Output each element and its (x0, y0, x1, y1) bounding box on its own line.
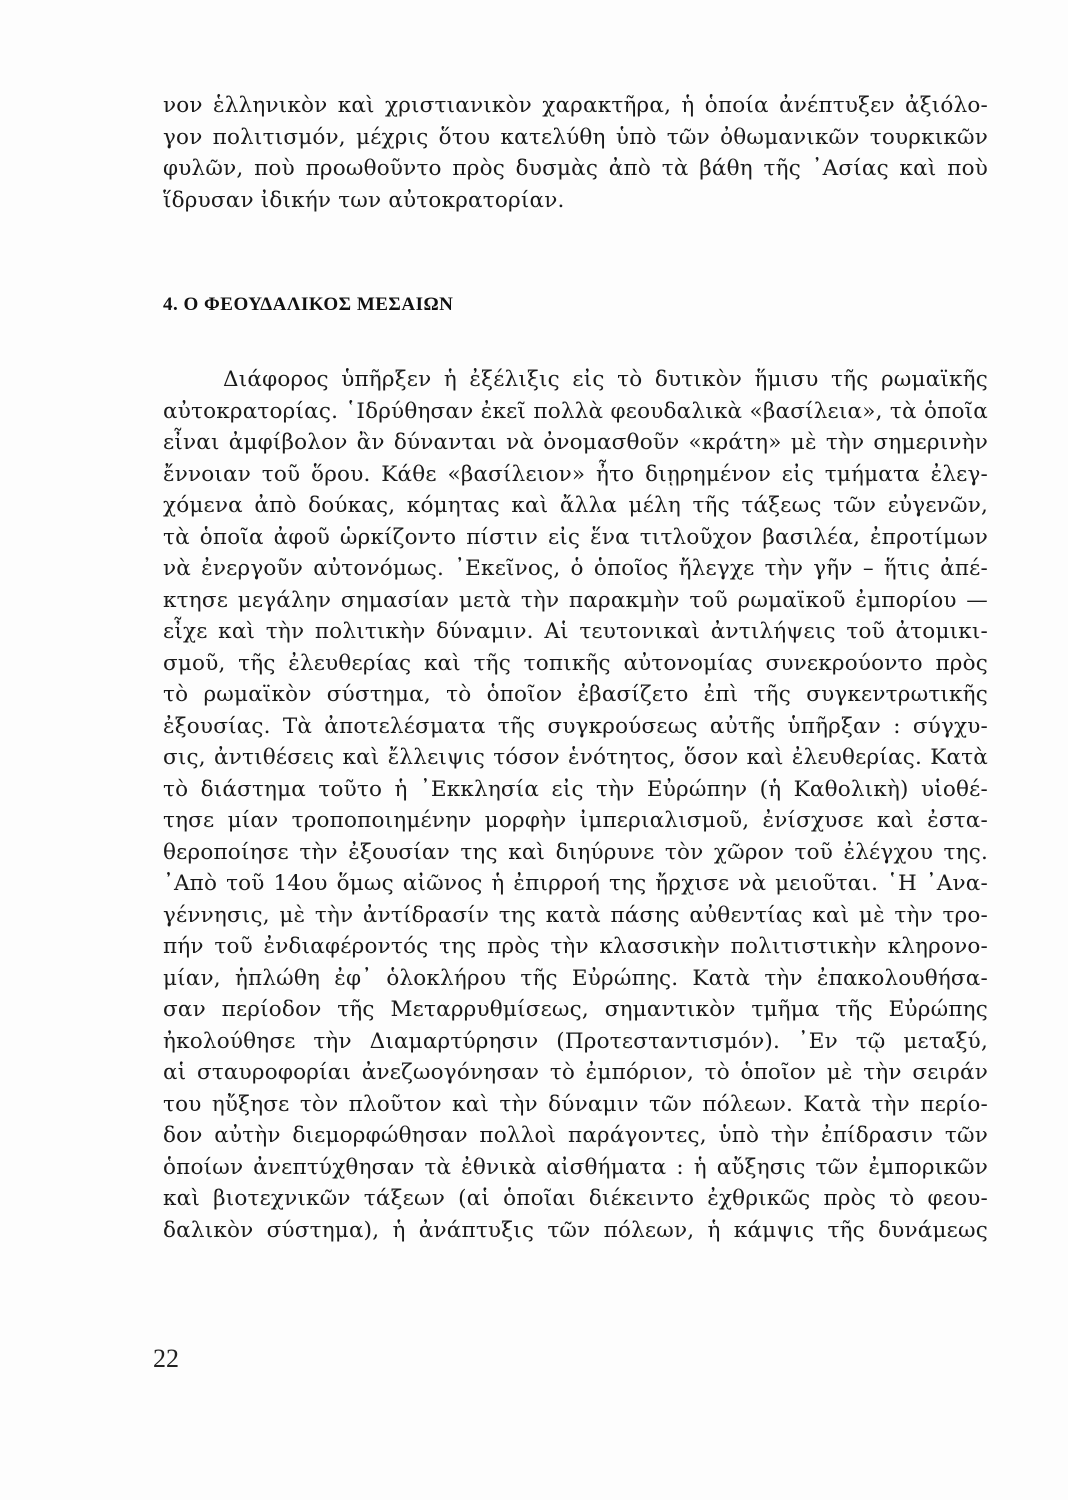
text-line: μίαν, ἡπλώθη ἐφ᾿ ὁλοκλήρου τῆς Εὐρώπης. Κατὰ τὴν ἐπακολουθήσα- (163, 965, 988, 991)
text-line: αἱ σταυροφορίαι ἀνεζωογόνησαν τὸ ἐμπόριον, τὸ ὁποῖον μὲ τὴν σειράν (163, 1060, 988, 1085)
text-line: σαν περίοδον τῆς Μεταρρυθμίσεως, σημαντικὸν τμῆμα τῆς Εὐρώπης (163, 997, 988, 1022)
text-line: εἶναι ἀμφίβολον ἂν δύνανται νὰ ὀνομασθοῦν «κράτη» μὲ τὴν σημερινὴν (163, 430, 988, 455)
text-line: Διάφορος ὑπῆρξεν ἡ ἐξέλιξις εἰς τὸ δυτικὸν ἥμισυ τῆς ρωμαϊκῆς (223, 367, 988, 392)
text-line: ὁποίων ἀνεπτύχθησαν τὰ ἐθνικὰ αἰσθήματα : ἡ αὔξησις τῶν ἐμπορικῶν (163, 1154, 988, 1180)
intro-paragraph (163, 90, 988, 216)
section-heading: 4. Ο ΦΕΟΥΔΑΛΙΚΟΣ ΜΕΣΑΙΩΝ (163, 294, 454, 315)
text-line: γον πολιτισμόν, μέχρις ὅτου κατελύθη ὑπὸ τῶν ὀθωμανικῶν τουρκικῶν (163, 124, 988, 150)
text-line: ἵδρυσαν ἰδικήν των αὐτοκρατορίαν. (163, 187, 565, 213)
text-line: εἶχε καὶ τὴν πολιτικὴν δύναμιν. Αἱ τευτονικαὶ ἀντιλήψεις τοῦ ἀτομικι- (163, 619, 988, 644)
text-line: τησε μίαν τροποποιημένην μορφὴν ἰμπεριαλισμοῦ, ἐνίσχυσε καὶ ἐστα- (163, 808, 988, 833)
text-line: ἠκολούθησε τὴν Διαμαρτύρησιν (Προτεσταντισμόν). ᾿Εν τῷ μεταξύ, (163, 1028, 988, 1054)
text-line: φυλῶν, ποὺ προωθοῦντο πρὸς δυσμὰς ἀπὸ τὰ βάθη τῆς ᾿Ασίας καὶ ποὺ (163, 156, 988, 181)
text-line: θεροποίησε τὴν ἐξουσίαν της καὶ διηύρυνε τὸν χῶρον τοῦ ἐλέγχου της. (163, 839, 988, 865)
text-line: πήν τοῦ ἐνδιαφέροντός της πρὸς τὴν κλασσικὴν πολιτιστικὴν κληρονο- (163, 934, 988, 959)
text-line: σμοῦ, τῆς ἐλευθερίας καὶ τῆς τοπικῆς αὐτονομίας συνεκρούοντο πρὸς (163, 650, 988, 676)
text-line: τὸ ρωμαϊκὸν σύστημα, τὸ ὁποῖον ἐβασίζετο ἐπὶ τῆς συγκεντρωτικῆς (163, 682, 988, 707)
text-line: νον ἑλληνικὸν καὶ χριστιανικὸν χαρακτῆρα, ἡ ὁποία ἀνέπτυξεν ἀξιόλο- (163, 93, 988, 118)
text-line: τὰ ὁποῖα ἀφοῦ ὡρκίζοντο πίστιν εἰς ἕνα τιτλοῦχον βασιλέα, ἐπροτίμων (163, 524, 988, 550)
text-line: ἔννοιαν τοῦ ὅρου. Κάθε «βασίλειον» ἦτο διῃρημένον εἰς τμήματα ἐλεγ- (163, 461, 988, 487)
text-line: αὐτοκρατορίας. ῾Ιδρύθησαν ἐκεῖ πολλὰ φεουδαλικὰ «βασίλεια», τὰ ὁποῖα (163, 398, 988, 424)
text-line: ᾿Απὸ τοῦ 14ου ὅμως αἰῶνος ἡ ἐπιρροή της ἤρχισε νὰ μειοῦται. ῾Η ᾿Ανα- (163, 871, 988, 896)
text-line: νὰ ἐνεργοῦν αὐτονόμως. ᾿Εκεῖνος, ὁ ὁποῖος ἤλεγχε τὴν γῆν – ἥτις ἀπέ- (163, 556, 988, 581)
text-line: ἐξουσίας. Τὰ ἀποτελέσματα τῆς συγκρούσεως αὐτῆς ὑπῆρξαν : σύγχυ- (163, 713, 988, 739)
body-paragraph (163, 364, 988, 1246)
text-line: χόμενα ἀπὸ δούκας, κόμητας καὶ ἄλλα μέλη τῆς τάξεως τῶν εὐγενῶν, (163, 493, 988, 518)
text-line: δον αὐτὴν διεμορφώθησαν πολλοὶ παράγοντες, ὑπὸ τὴν ἐπίδρασιν τῶν (163, 1123, 988, 1148)
text-line: κτησε μεγάλην σημασίαν μετὰ τὴν παρακμὴν τοῦ ρωμαϊκοῦ ἐμπορίου — (163, 587, 988, 613)
text-line: τὸ διάστημα τοῦτο ἡ ᾿Εκκλησία εἰς τὴν Εὐρώπην (ἡ Καθολικὴ) υἱοθέ- (163, 776, 988, 802)
text-line: δαλικὸν σύστημα), ἡ ἀνάπτυξις τῶν πόλεων, ἡ κάμψις τῆς δυνάμεως (163, 1217, 988, 1243)
page-number: 22 (153, 1344, 179, 1373)
text-line: σις, ἀντιθέσεις καὶ ἔλλειψις τόσον ἑνότητος, ὅσον καὶ ἐλευθερίας. Κατὰ (163, 745, 988, 770)
text-line: του ηὔξησε τὸν πλοῦτον καὶ τὴν δύναμιν τῶν πόλεων. Κατὰ τὴν περίο- (163, 1091, 988, 1117)
text-line: γέννησις, μὲ τὴν ἀντίδρασίν της κατὰ πάσης αὐθεντίας καὶ μὲ τὴν τρο- (163, 902, 988, 928)
text-line: καὶ βιοτεχνικῶν τάξεων (αἱ ὁποῖαι διέκειντο ἐχθρικῶς πρὸς τὸ φεου- (163, 1186, 988, 1211)
